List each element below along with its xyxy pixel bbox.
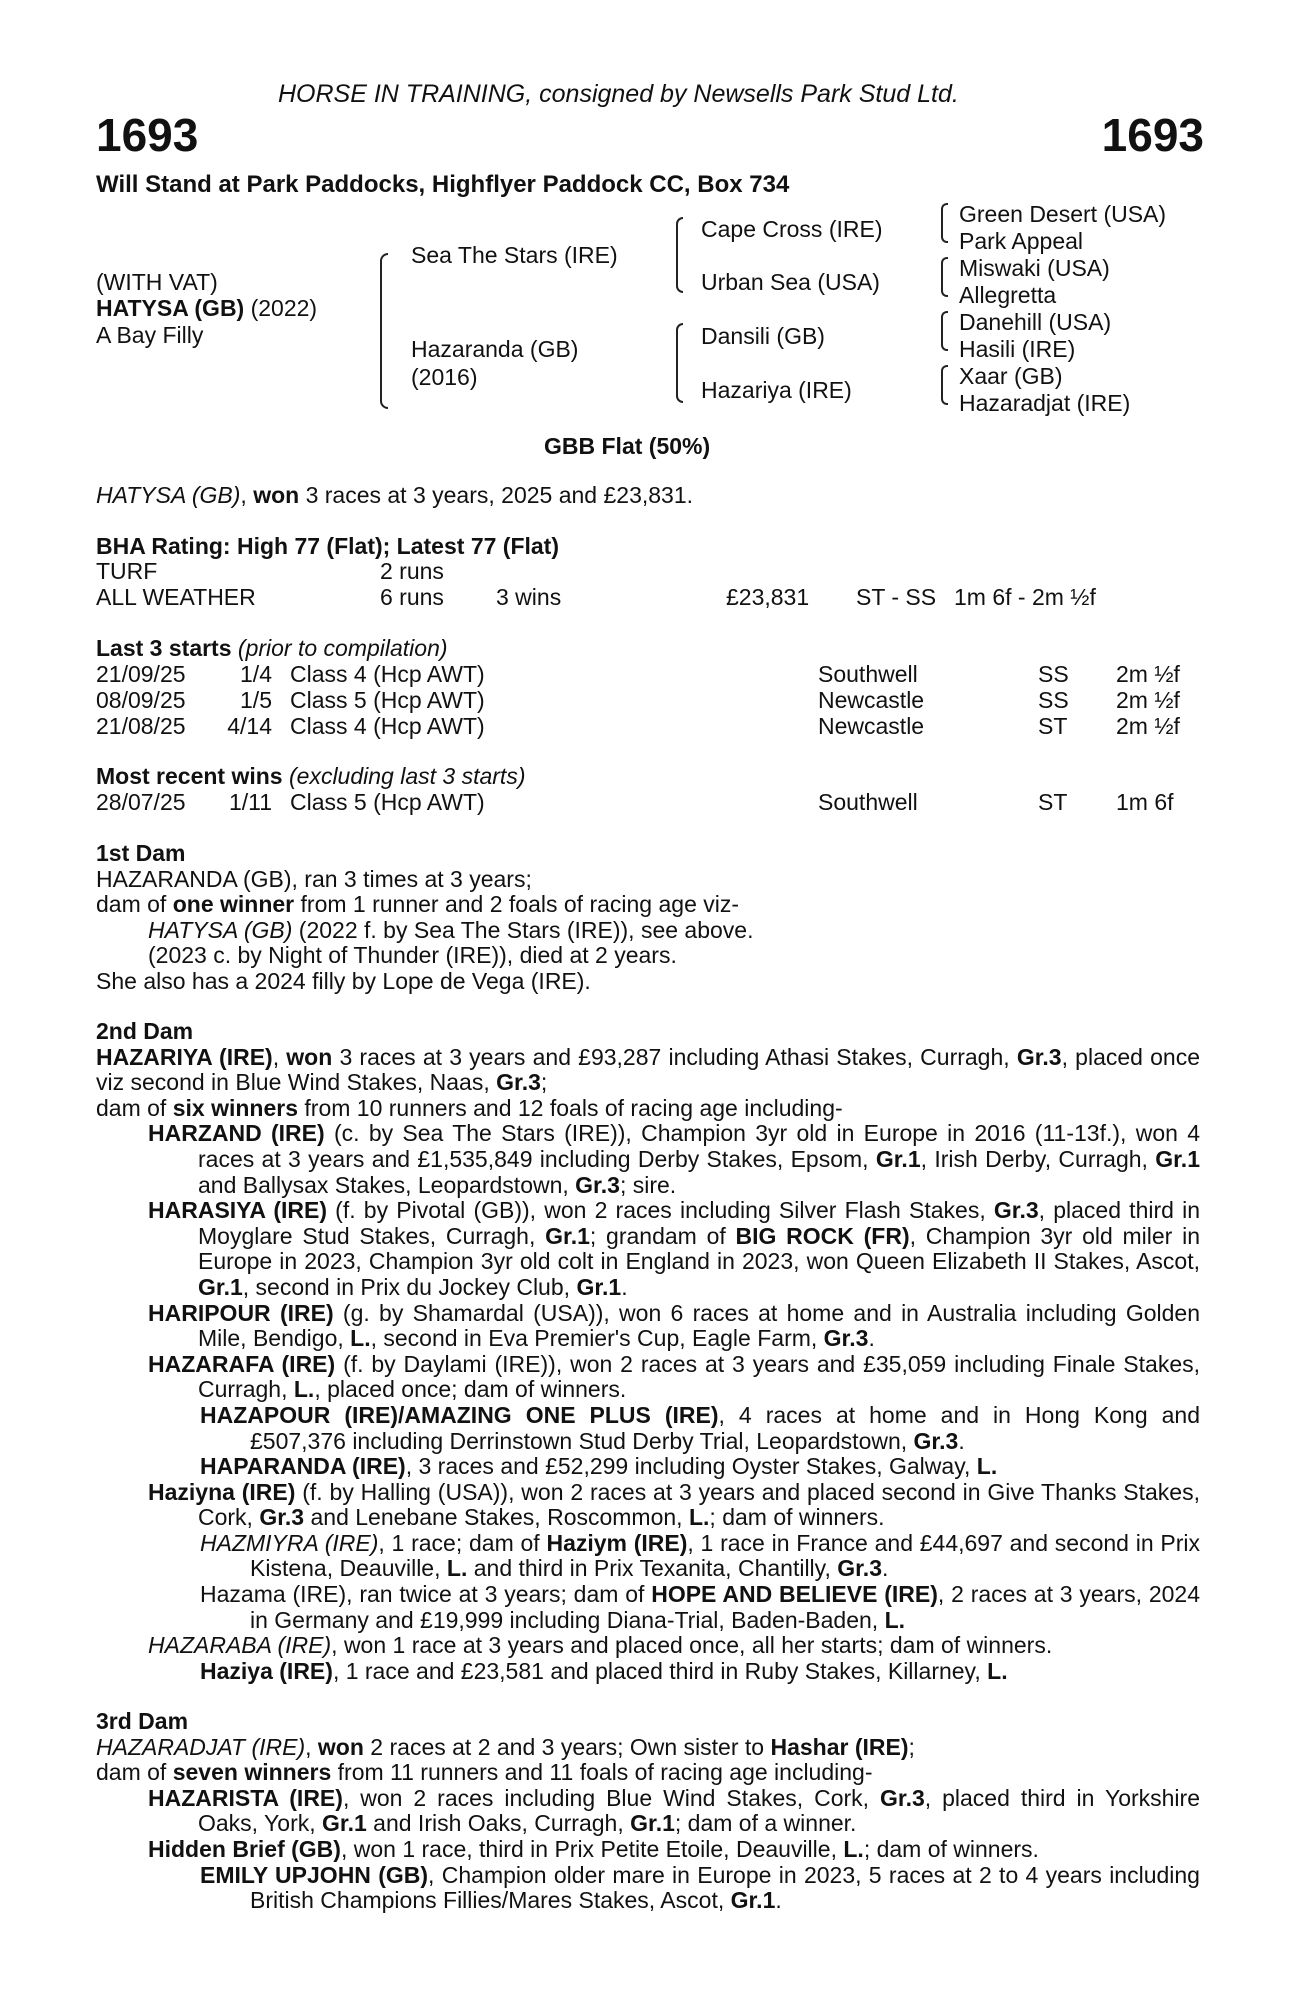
text: , Irish Derby, Curragh, bbox=[920, 1145, 1156, 1172]
grade: L. bbox=[446, 1555, 468, 1582]
table-row bbox=[96, 789, 1206, 815]
start-class: Class 5 (Hcp AWT) bbox=[290, 687, 485, 713]
dam-sire-sire: Danehill (USA) bbox=[959, 309, 1112, 335]
text: from 10 runners and 12 foals of racing age including- bbox=[298, 1094, 843, 1121]
won-label: won bbox=[317, 1733, 364, 1760]
grade: Gr.3 bbox=[823, 1325, 869, 1352]
horse-name: HATYSA (GB) bbox=[96, 295, 245, 321]
dam-sire: Dansili (GB) bbox=[701, 323, 825, 349]
produce-entry bbox=[96, 1301, 1200, 1352]
grade: Gr.1 bbox=[1155, 1145, 1200, 1172]
first-dam-line: HAZARANDA (GB), ran 3 times at 3 years; bbox=[96, 865, 532, 892]
text: and Lenebane Stakes, Roscommon, bbox=[304, 1504, 689, 1531]
sire-dam-dam: Allegretta bbox=[959, 282, 1057, 308]
recent-wins-title: Most recent wins bbox=[96, 763, 283, 789]
start-course: Southwell bbox=[818, 661, 918, 687]
dam-name: HAZARADJAT (IRE) bbox=[96, 1733, 306, 1760]
first-dam-section bbox=[96, 841, 1200, 995]
produce-name: HAZARISTA (IRE) bbox=[148, 1784, 343, 1811]
second-dam-record bbox=[96, 1045, 1200, 1096]
text: , won 2 races including Blue Wind Stakes, Cork, bbox=[342, 1784, 880, 1811]
start-date: 08/09/25 bbox=[96, 687, 186, 713]
summary-text: 3 races at 3 years, 2025 and £23,831. bbox=[299, 482, 694, 508]
text: (g. by Shamardal (USA)), won 6 races at home and in Australia including Golden Mile, Bendigo, bbox=[198, 1299, 1200, 1352]
recent-wins-heading bbox=[96, 763, 525, 789]
text: ; sire. bbox=[619, 1171, 677, 1198]
text: , 1 race in France and £44,697 and second in Prix Kistena, Deauville, bbox=[250, 1529, 1200, 1582]
aw-label: ALL WEATHER bbox=[96, 584, 256, 610]
pedigree-brace bbox=[676, 323, 683, 403]
lot-number-right: 1693 bbox=[1101, 109, 1204, 161]
text: , placed once viz second in Blue Wind Stakes, Naas, bbox=[96, 1043, 1200, 1096]
start-course: Newcastle bbox=[818, 687, 925, 713]
sire-dam: Urban Sea (USA) bbox=[701, 269, 880, 295]
summary-won: won bbox=[253, 482, 300, 508]
text: and Irish Oaks, Curragh, bbox=[366, 1810, 631, 1837]
text: , placed third in Yorkshire Oaks, York, bbox=[198, 1784, 1200, 1837]
text: 3 races at 3 years and £93,287 including Athasi Stakes, Curragh, bbox=[332, 1043, 1017, 1070]
start-position: 1/4 bbox=[240, 661, 272, 687]
third-dam-record bbox=[96, 1735, 1200, 1761]
start-position: 4/14 bbox=[227, 713, 272, 739]
win-class: Class 5 (Hcp AWT) bbox=[290, 789, 485, 815]
winners-count: one winner bbox=[172, 891, 295, 918]
pedigree-brace bbox=[676, 217, 683, 293]
produce-name: HAZMIYRA (IRE) bbox=[200, 1529, 379, 1556]
summary-horse: HATYSA (GB) bbox=[96, 482, 241, 508]
vat-note: (WITH VAT) bbox=[96, 269, 218, 295]
last-3-heading bbox=[96, 635, 448, 661]
start-surface: SS bbox=[1038, 661, 1069, 687]
table-row bbox=[96, 687, 1206, 713]
produce-name: HATYSA (GB) bbox=[148, 916, 293, 943]
text: dam of bbox=[96, 1094, 173, 1121]
last-3-note: (prior to compilation) bbox=[231, 635, 448, 661]
sibling-name: Hashar (IRE) bbox=[770, 1733, 909, 1760]
text: ; dam of winners. bbox=[863, 1835, 1039, 1862]
dam-dam: Hazariya (IRE) bbox=[701, 377, 852, 403]
produce-name: Haziyna (IRE) bbox=[148, 1478, 296, 1505]
text: Hazama (IRE), ran twice at 3 years; dam of bbox=[200, 1581, 652, 1608]
start-date: 21/09/25 bbox=[96, 661, 186, 687]
summary-sep: , bbox=[240, 482, 254, 508]
grade: Gr.3 bbox=[496, 1069, 541, 1096]
dam-sire-dam: Hasili (IRE) bbox=[959, 336, 1076, 362]
text: and third in Prix Texanita, Chantilly, bbox=[467, 1555, 838, 1582]
grade: Gr.3 bbox=[259, 1504, 305, 1531]
table-row bbox=[96, 661, 1206, 687]
grade: Gr.1 bbox=[322, 1810, 367, 1837]
produce-name: HAZAPOUR (IRE)/AMAZING ONE PLUS (IRE) bbox=[200, 1401, 719, 1428]
horse-year: (2022) bbox=[244, 295, 318, 321]
produce-entry bbox=[96, 1659, 1200, 1685]
text: from 11 runners and 11 foals of racing age including- bbox=[331, 1759, 873, 1786]
horse-description: A Bay Filly bbox=[96, 322, 204, 348]
produce-name: EMILY UPJOHN (GB) bbox=[200, 1861, 429, 1888]
win-surface: ST bbox=[1038, 789, 1068, 815]
won-label: won bbox=[286, 1043, 333, 1070]
lot-number-left: 1693 bbox=[96, 109, 199, 161]
grade: L. bbox=[884, 1606, 906, 1633]
produce-entry bbox=[96, 1121, 1200, 1198]
text: dam of bbox=[96, 891, 173, 918]
turf-row bbox=[96, 558, 1206, 584]
grandchild-name: HOPE AND BELIEVE (IRE) bbox=[651, 1581, 938, 1608]
produce-entry bbox=[96, 1837, 1200, 1863]
winners-count: seven winners bbox=[172, 1759, 332, 1786]
grade: L. bbox=[350, 1325, 371, 1352]
grade: L. bbox=[293, 1376, 315, 1403]
grade: Gr.3 bbox=[993, 1197, 1039, 1224]
text: from 1 runner and 2 foals of racing age viz- bbox=[294, 891, 740, 918]
text: (2022 f. by Sea The Stars (IRE)), see above. bbox=[292, 916, 754, 943]
pedigree-brace bbox=[941, 203, 948, 243]
text: ; dam of a winner. bbox=[674, 1810, 857, 1837]
start-distance: 2m ½f bbox=[1116, 713, 1180, 739]
produce-entry bbox=[96, 1531, 1200, 1582]
produce-entry bbox=[96, 1786, 1200, 1837]
text: , 2 races at 3 years, 2024 in Germany and £19,999 including Diana-Trial, Baden-Baden, bbox=[250, 1581, 1200, 1633]
text: , bbox=[305, 1733, 318, 1760]
text: , second in Eva Premier's Cup, Eagle Farm, bbox=[370, 1325, 824, 1352]
win-course: Southwell bbox=[818, 789, 918, 815]
text: ; bbox=[540, 1069, 548, 1096]
produce-name: HAPARANDA (IRE) bbox=[200, 1453, 406, 1480]
text: , Champion 3yr old miler in Europe in 2023, Champion 3yr old colt in England in 2023, won Queen Elizabeth II Stakes, Ascot, bbox=[198, 1222, 1200, 1275]
text: . bbox=[882, 1555, 889, 1582]
text: (f. by Pivotal (GB)), won 2 races including Silver Flash Stakes, bbox=[327, 1197, 994, 1224]
produce-entry bbox=[96, 1454, 1200, 1480]
produce-name: HARZAND (IRE) bbox=[148, 1120, 325, 1147]
aw-distance: 1m 6f - 2m ½f bbox=[954, 584, 1096, 610]
dam-name: HAZARIYA (IRE) bbox=[96, 1043, 273, 1070]
aw-runs: 6 runs bbox=[380, 584, 444, 610]
text: , 1 race and £23,581 and placed third in Ruby Stakes, Killarney, bbox=[332, 1657, 988, 1684]
race-summary bbox=[96, 482, 693, 508]
grade: Gr.3 bbox=[913, 1427, 959, 1454]
pedigree-brace bbox=[941, 257, 948, 297]
second-dam-heading: 2nd Dam bbox=[96, 1018, 194, 1044]
grade: Gr.1 bbox=[545, 1222, 590, 1249]
text: , 1 race; dam of bbox=[378, 1529, 547, 1556]
all-weather-row bbox=[96, 584, 1206, 610]
grandchild-name: BIG ROCK (FR) bbox=[735, 1222, 910, 1249]
grade: L. bbox=[987, 1657, 1008, 1684]
sire-sire: Cape Cross (IRE) bbox=[701, 216, 883, 242]
text: . bbox=[621, 1273, 628, 1300]
start-surface: SS bbox=[1038, 687, 1069, 713]
start-course: Newcastle bbox=[818, 713, 925, 739]
table-row bbox=[96, 713, 1206, 739]
grade: Gr.3 bbox=[1016, 1043, 1062, 1070]
text: . bbox=[958, 1427, 965, 1454]
text: ; dam of winners. bbox=[709, 1504, 885, 1531]
start-position: 1/5 bbox=[240, 687, 272, 713]
start-date: 21/08/25 bbox=[96, 713, 186, 739]
third-dam-heading: 3rd Dam bbox=[96, 1708, 189, 1734]
start-distance: 2m ½f bbox=[1116, 661, 1180, 687]
grade: Gr.1 bbox=[630, 1810, 675, 1837]
sire-sire-sire: Green Desert (USA) bbox=[959, 201, 1167, 227]
text: ; bbox=[908, 1733, 915, 1760]
first-dam-produce-line bbox=[96, 892, 1200, 918]
grandchild-name: Haziym (IRE) bbox=[546, 1529, 688, 1556]
last-3-title: Last 3 starts bbox=[96, 635, 232, 661]
text: , placed third in Moyglare Stud Stakes, Curragh, bbox=[198, 1197, 1200, 1249]
grade: Gr.3 bbox=[880, 1784, 925, 1811]
second-dam-section bbox=[96, 1019, 1200, 1684]
second-dam-produce-line bbox=[96, 1096, 1200, 1122]
dam: Hazaranda (GB) bbox=[411, 336, 579, 362]
text: (c. by Sea The Stars (IRE)), Champion 3yr old in Europe in 2016 (11-13f.), won 4 races at 3 years and £1,535,849 including Derby Stakes, Epsom, bbox=[198, 1120, 1200, 1172]
consignor-line: HORSE IN TRAINING, consigned by Newsells Park Stud Ltd. bbox=[278, 80, 959, 108]
pedigree-brace bbox=[941, 365, 948, 405]
produce-entry bbox=[96, 1582, 1200, 1633]
text: , won 1 race at 3 years and placed once, all her starts; dam of winners. bbox=[331, 1632, 1053, 1659]
aw-surface: ST - SS bbox=[856, 584, 937, 610]
text: , bbox=[272, 1043, 287, 1070]
grade: Gr.1 bbox=[730, 1887, 776, 1914]
produce-name: HAZARABA (IRE) bbox=[148, 1632, 332, 1659]
text: (f. by Halling (USA)), won 2 races at 3 years and placed second in Give Thanks Stakes, Cork, bbox=[198, 1478, 1200, 1531]
text: dam of bbox=[96, 1759, 173, 1786]
start-class: Class 4 (Hcp AWT) bbox=[290, 661, 485, 687]
grade: Gr.1 bbox=[198, 1273, 243, 1300]
sire: Sea The Stars (IRE) bbox=[411, 242, 618, 268]
grade: L. bbox=[843, 1835, 864, 1862]
produce-name: HARIPOUR (IRE) bbox=[148, 1299, 334, 1326]
text: . bbox=[775, 1887, 782, 1914]
text: , placed once; dam of winners. bbox=[314, 1376, 627, 1403]
produce-entry bbox=[96, 1480, 1200, 1531]
grade: L. bbox=[688, 1504, 710, 1531]
produce-name: Haziya (IRE) bbox=[200, 1657, 333, 1684]
text: , won 1 race, third in Prix Petite Etoile, Deauville, bbox=[340, 1835, 844, 1862]
sire-sire-dam: Park Appeal bbox=[959, 228, 1084, 254]
recent-wins-note: (excluding last 3 starts) bbox=[282, 763, 526, 789]
start-class: Class 4 (Hcp AWT) bbox=[290, 713, 485, 739]
produce-name: HAZARAFA (IRE) bbox=[148, 1350, 336, 1377]
produce-entry bbox=[96, 1198, 1200, 1300]
grade: Gr.3 bbox=[837, 1555, 882, 1582]
text: 2 races at 2 and 3 years; Own sister to bbox=[363, 1733, 771, 1760]
bha-rating: BHA Rating: High 77 (Flat); Latest 77 (Flat) bbox=[96, 533, 559, 559]
grade: Gr.1 bbox=[576, 1273, 622, 1300]
text: ; grandam of bbox=[589, 1222, 736, 1249]
third-dam-produce-line bbox=[96, 1760, 1200, 1786]
text: , Champion older mare in Europe in 2023, 5 races at 2 to 4 years including British Champions Fillies/Mares Stakes, Ascot, bbox=[250, 1861, 1200, 1914]
grade: Gr.3 bbox=[575, 1171, 620, 1198]
start-surface: ST bbox=[1038, 713, 1068, 739]
win-position: 1/11 bbox=[228, 789, 272, 815]
horse-name-line bbox=[96, 295, 317, 321]
win-date: 28/07/25 bbox=[96, 789, 186, 815]
turf-label: TURF bbox=[96, 558, 158, 584]
first-dam-heading: 1st Dam bbox=[96, 840, 186, 866]
produce-entry bbox=[96, 1352, 1200, 1403]
text: , 4 races at home and in Hong Kong and £507,376 including Derrinstown Stud Derby Trial, Leopardstown, bbox=[250, 1401, 1200, 1454]
first-dam-note: She also has a 2024 filly by Lope de Vega (IRE). bbox=[96, 967, 591, 994]
produce-entry bbox=[96, 1863, 1200, 1914]
win-distance: 1m 6f bbox=[1116, 789, 1174, 815]
aw-wins: 3 wins bbox=[496, 584, 562, 610]
pedigree-brace bbox=[941, 311, 948, 351]
produce-entry bbox=[96, 1633, 1200, 1659]
grade: L. bbox=[976, 1453, 998, 1480]
gbb-classification: GBB Flat (50%) bbox=[544, 433, 711, 459]
stabling-line: Will Stand at Park Paddocks, Highflyer Paddock CC, Box 734 bbox=[96, 171, 790, 198]
text: . bbox=[868, 1325, 875, 1352]
produce-entry bbox=[96, 1403, 1200, 1454]
third-dam-section bbox=[96, 1709, 1200, 1914]
text: , second in Prix du Jockey Club, bbox=[242, 1273, 577, 1300]
produce-entry: (2023 c. by Night of Thunder (IRE)), died at 2 years. bbox=[148, 942, 677, 969]
produce-entry bbox=[96, 918, 1200, 944]
sire-dam-sire: Miswaki (USA) bbox=[959, 255, 1110, 281]
aw-prize: £23,831 bbox=[726, 584, 810, 610]
grade: Gr.1 bbox=[875, 1145, 921, 1172]
text: (f. by Daylami (IRE)), won 2 races at 3 years and £35,059 including Finale Stakes, Curragh, bbox=[198, 1350, 1200, 1403]
turf-runs: 2 runs bbox=[380, 558, 444, 584]
start-distance: 2m ½f bbox=[1116, 687, 1180, 713]
text: and Ballysax Stakes, Leopardstown, bbox=[198, 1171, 576, 1198]
dam-year: (2016) bbox=[411, 364, 478, 390]
produce-name: Hidden Brief (GB) bbox=[148, 1835, 341, 1862]
winners-count: six winners bbox=[172, 1094, 298, 1121]
produce-name: HARASIYA (IRE) bbox=[148, 1197, 327, 1224]
dam-dam-dam: Hazaradjat (IRE) bbox=[959, 390, 1131, 416]
pedigree-brace bbox=[380, 253, 388, 409]
dam-dam-sire: Xaar (GB) bbox=[959, 363, 1063, 389]
text: , 3 races and £52,299 including Oyster Stakes, Galway, bbox=[405, 1453, 977, 1480]
